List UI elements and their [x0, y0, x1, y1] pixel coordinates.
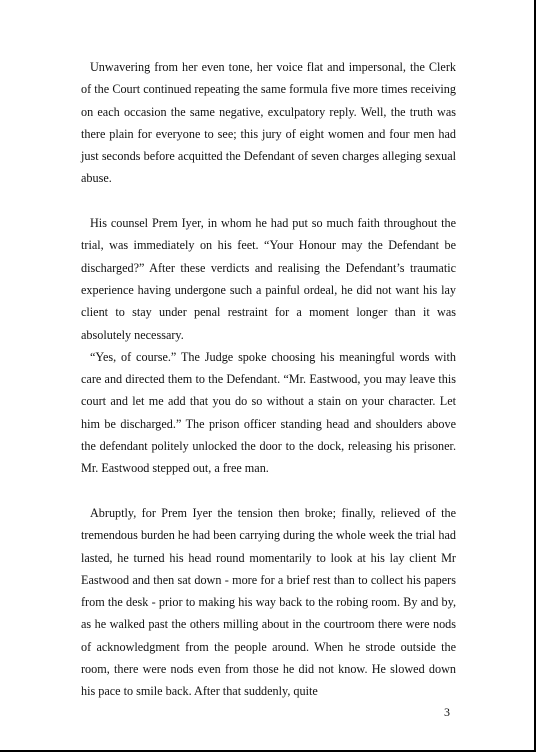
paragraph-4: Abruptly, for Prem Iyer the tension then broke; finally, relieved of the tremendous burden he had been carrying during the whole week the trial had lasted, he turned his head round momentarily to look at his lay client Mr Eastwood and then sat down - more for a brief rest than to collect his papers from the desk - prior to making his way back to the robing room. By and by, as he walked past the others milling about in the courtroom there were nods of acknowledgment from the people around. When he strode outside the room, there were nods even from those he did not know. He slowed down his pace to smile back. After that suddenly, quite: [81, 505, 456, 699]
paragraph-2: His counsel Prem Iyer, in whom he had put so much faith throughout the trial, was immediately on his feet. “Your Honour may the Defendant be discharged?” After these verdicts and realising the Defendant’s traumatic experience having undergone such a painful ordeal, he did not want his lay client to stay under penal restraint for a moment longer than it was absolutely necessary.: [81, 216, 456, 342]
page-number: 3: [444, 705, 450, 719]
paragraph-3: “Yes, of course.” The Judge spoke choosing his meaningful words with care and directed them to the Defendant. “Mr. Eastwood, you may leave this court and let me add that you do so without a stain on your character. Let him be discharged.” The prison officer standing head and shoulders above the defendant politely unlocked the door to the dock, releasing his prisoner. Mr. Eastwood stepped out, a free man.: [81, 349, 456, 476]
paragraph-1: Unwavering from her even tone, her voice flat and impersonal, the Clerk of the Court continued repeating the same formula five more times receiving on each occasion the same negative, exculpatory reply. Well, the truth was there plain for everyone to see; this jury of eight women and four men had just seconds before acquitted the Defendant of seven charges alleging sexual abuse.: [81, 60, 456, 186]
body-text: [81, 56, 456, 703]
